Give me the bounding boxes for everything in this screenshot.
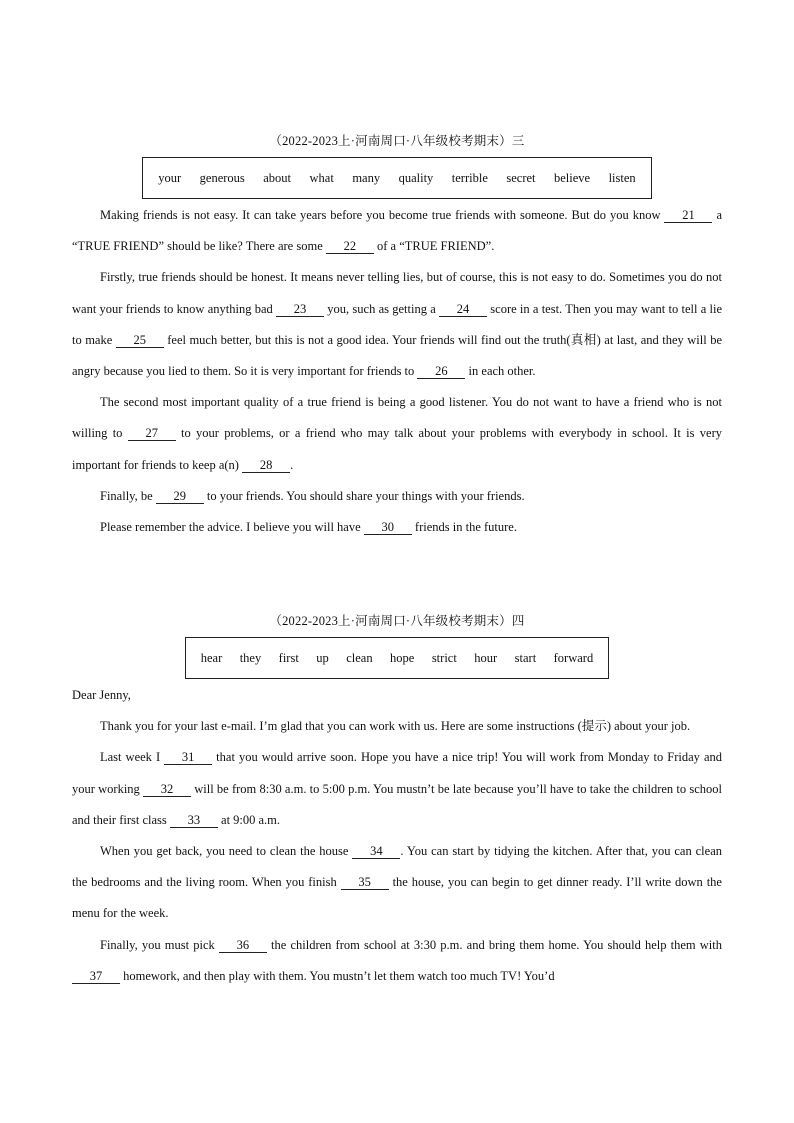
word-bank-item: secret [506,170,536,185]
passage-text: a “TRUE FRIEND” should be like? There are some [72,208,722,254]
section-2-paragraphs [72,711,722,992]
answer-blank[interactable]: 30 [364,520,412,535]
section-1-word-bank [142,157,652,199]
passage-text: you, such as getting a [324,301,440,316]
passage-text: homework, and then play with them. You mustn’t let them watch too much TV! You’d [120,968,555,983]
answer-blank[interactable]: 37 [72,969,120,984]
passage-text: Please remember the advice. I believe you will have [100,520,364,535]
passage-text: to your problems, or a friend who may talk about your problems with everybody in school. It is very important for friends to keep a(n) [72,426,722,472]
word-bank-item: clean [346,650,373,665]
section-2-title: （2022-2023上·河南周口·八年级校考期末）四 [269,614,525,628]
word-bank-item: your [158,170,182,185]
passage-paragraph [72,512,722,543]
passage-text: Making friends is not easy. It can take years before you become true friends with someone. But do you know [100,208,665,222]
passage-text: When you get back, you need to clean the house [100,844,353,859]
passage-paragraph [72,711,722,742]
passage-text: . [290,457,294,472]
word-bank-item: start [514,650,537,665]
answer-blank[interactable]: 23 [276,302,324,317]
passage-paragraph [72,387,722,481]
answer-blank[interactable]: 36 [219,938,267,953]
answer-blank[interactable]: 34 [352,844,400,859]
section-1-passage [72,200,722,543]
word-bank-item: generous [199,170,245,185]
passage-text: the children from school at 3:30 p.m. and bring them home. You should help them with [266,937,722,952]
answer-blank[interactable]: 32 [143,782,191,797]
passage-text: will be from 8:30 a.m. to 5:00 p.m. You mustn’t be late because you’ll have to take the children to school and their first class [72,781,722,827]
answer-blank[interactable]: 21 [664,208,712,223]
passage-text: . You can start by tidying the kitchen. After that, you can clean the bedrooms and the living room. When you finish [72,844,722,890]
passage-paragraph [72,200,722,262]
answer-blank[interactable]: 24 [439,302,487,317]
answer-blank[interactable]: 29 [156,489,204,504]
passage-text: score in a test. Then you may want to tell a lie to make [72,301,723,347]
passage-text: of a “TRUE FRIEND”. [373,239,495,254]
answer-blank[interactable]: 35 [341,875,389,890]
answer-blank[interactable]: 22 [326,239,374,254]
word-bank-item: forward [553,650,594,665]
passage-paragraph [72,836,722,930]
passage-paragraph [72,262,722,387]
word-bank-item: up [316,650,329,665]
answer-blank[interactable]: 31 [164,750,212,765]
salutation: Dear Jenny, [72,688,131,702]
word-bank-item: many [352,170,381,185]
section-2-word-bank [185,637,609,679]
passage-text: the house, you can begin to get dinner ready. I’ll write down the menu for the week. [72,875,722,921]
answer-blank[interactable]: 26 [417,364,465,379]
passage-text: friends in the future. [411,520,517,535]
passage-text: at 9:00 a.m. [217,812,281,827]
word-bank-item: hear [200,650,223,665]
word-bank-item: hour [474,650,498,665]
section-2-passage [72,680,722,992]
passage-text: Last week I [100,750,165,765]
answer-blank[interactable]: 25 [116,333,164,348]
word-bank-item: believe [554,170,591,185]
passage-text: Firstly, true friends should be honest. It means never telling lies, but of course, this is not easy to do. Sometimes you do not want your friends to know anything bad [72,270,722,316]
passage-text: The second most important quality of a true friend is being a good listener. You do not want to have a friend who is not willing to [72,395,722,441]
passage-text: to your friends. You should share your things with your friends. [203,488,525,503]
passage-text: that you would arrive soon. Hope you have a nice trip! You will work from Monday to Friday and your working [72,750,722,796]
answer-blank[interactable]: 28 [242,458,290,473]
passage-text: Thank you for your last e-mail. I’m glad that you can work with us. Here are some instructions (提示) about your job. [100,719,691,734]
word-bank-item: terrible [451,170,488,185]
answer-blank[interactable]: 33 [170,813,218,828]
answer-blank[interactable]: 27 [128,426,176,441]
passage-text: Finally, you must pick [100,937,219,952]
word-bank-item: first [278,650,299,665]
section-1-title: （2022-2023上·河南周口·八年级校考期末）三 [269,134,525,148]
passage-paragraph [72,481,722,512]
word-bank-item: quality [398,170,434,185]
word-bank-item: listen [608,170,636,185]
word-bank-item: about [263,170,292,185]
passage-paragraph [72,930,722,992]
passage-text: Finally, be [100,488,156,503]
word-bank-item: they [239,650,262,665]
passage-text: feel much better, but this is not a good idea. Your friends will find out the truth(真相) at last, and they will be angry because you lied to them. So it is very important for friends to [72,332,722,379]
passage-paragraph [72,742,722,836]
word-bank-item: what [309,170,334,185]
passage-text: in each other. [465,364,536,379]
word-bank-item: hope [390,650,415,665]
word-bank-item: strict [431,650,457,665]
